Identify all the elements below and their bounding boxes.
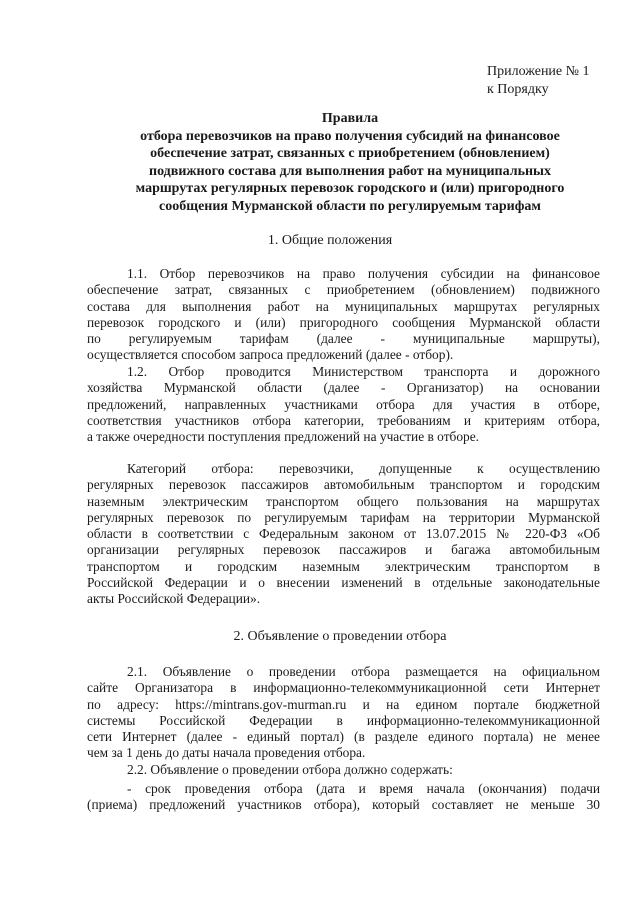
text-line: системы Российской Федерации в информационно-телекоммуникационной — [87, 712, 600, 728]
text-line: транспортом и городским наземным электрическим транспортом в — [87, 558, 600, 574]
text-line: организации регулярных перевозок пассажиров и багажа автомобильным — [87, 542, 600, 558]
paragraph-1-2 — [87, 364, 600, 445]
title-line: обеспечение затрат, связанных с приобретением (обновлением) — [150, 146, 550, 161]
title-line: маршрутах регулярных перевозок городского и (или) пригородного — [135, 181, 565, 196]
appendix-reference — [487, 63, 590, 99]
text-line: 2.1. Объявление о проведении отбора размещается на официальном — [127, 664, 600, 679]
section-1-heading: 1. Общие положения — [267, 233, 393, 248]
title-line: отбора перевозчиков на право получения субсидий на финансовое — [140, 128, 560, 144]
text-line: соответствия участников отбора категории, требованиям и критериям отбора, — [87, 412, 600, 428]
paragraph-2-2-item — [87, 781, 600, 814]
text-line: (приема) предложений участников отбора), который составляет не меньше 30 — [87, 797, 600, 813]
text-line: наземным электрическим транспортом общего пользования на маршрутах — [87, 493, 600, 509]
text-line: Категорий отбора: перевозчики, допущенные к осуществлению — [127, 461, 600, 476]
text-line: 1.1. Отбор перевозчиков на право получения субсидии на финансовое — [127, 266, 600, 281]
paragraph-1-2-category — [87, 461, 600, 608]
text-line: осуществляется способом запроса предложений (далее - отбор). — [87, 347, 454, 363]
text-line: Российской Федерации и о внесении изменений в отдельные законодательные — [87, 575, 600, 591]
document-title — [100, 110, 600, 215]
text-line: перевозок городского и (или) пригородного сообщения Мурманской области — [87, 314, 600, 330]
text-line: сайте Организатора в информационно-телекоммуникационной сети Интернет — [87, 680, 600, 696]
appendix-procedure: к Порядку — [487, 82, 549, 97]
text-line: регулярных перевозок пассажиров автомобильным транспортом и городским — [87, 477, 600, 493]
text-line: состава для выполнения работ на муниципальных маршрутах регулярных — [87, 298, 600, 314]
paragraph-2-2 — [87, 762, 600, 778]
text-line: предложений, направленных участниками отбора для участия в отборе, — [87, 396, 600, 412]
text-line: - срок проведения отбора (дата и время начала (окончания) подачи — [127, 781, 600, 796]
text-line: хозяйства Мурманской области (далее - Организатор) на основании — [87, 380, 600, 396]
text-line: по адресу: https://mintrans.gov-murman.ru и на едином портале бюджетной — [87, 696, 600, 712]
text-line: сети Интернет (далее - единый портал) (в разделе единого портала) не менее — [87, 729, 600, 745]
text-line: 1.2. Отбор проводится Министерством транспорта и дорожного — [127, 364, 600, 379]
text-line: области в соответствии с Федеральным законом от 13.07.2015 № 220-ФЗ «Об — [87, 526, 600, 542]
text-line: чем за 1 день до даты начала проведения отбора. — [87, 745, 366, 761]
title-heading: Правила — [321, 111, 379, 126]
title-line: сообщения Мурманской области по регулируемым тарифам — [159, 198, 541, 214]
text-line: обеспечение затрат, связанных с приобретением (обновлением) подвижного — [87, 282, 600, 298]
text-line: по регулируемым тарифам (далее - муниципальные маршруты), — [87, 331, 600, 347]
paragraph-2-1 — [87, 664, 600, 762]
title-line: подвижного состава для выполнения работ на муниципальных — [149, 163, 551, 179]
appendix-number: Приложение № 1 — [487, 64, 590, 79]
text-line: акты Российской Федерации». — [87, 591, 261, 607]
text-line: а также очередности поступления предложений на участие в отборе. — [87, 429, 480, 445]
paragraph-1-1 — [87, 266, 600, 364]
text-line: регулярных перевозок по регулируемым тарифам на территории Мурманской — [87, 509, 600, 525]
section-2-heading: 2. Объявление о проведении отбора — [233, 629, 447, 644]
text-line: 2.2. Объявление о проведении отбора должно содержать: — [127, 762, 453, 777]
